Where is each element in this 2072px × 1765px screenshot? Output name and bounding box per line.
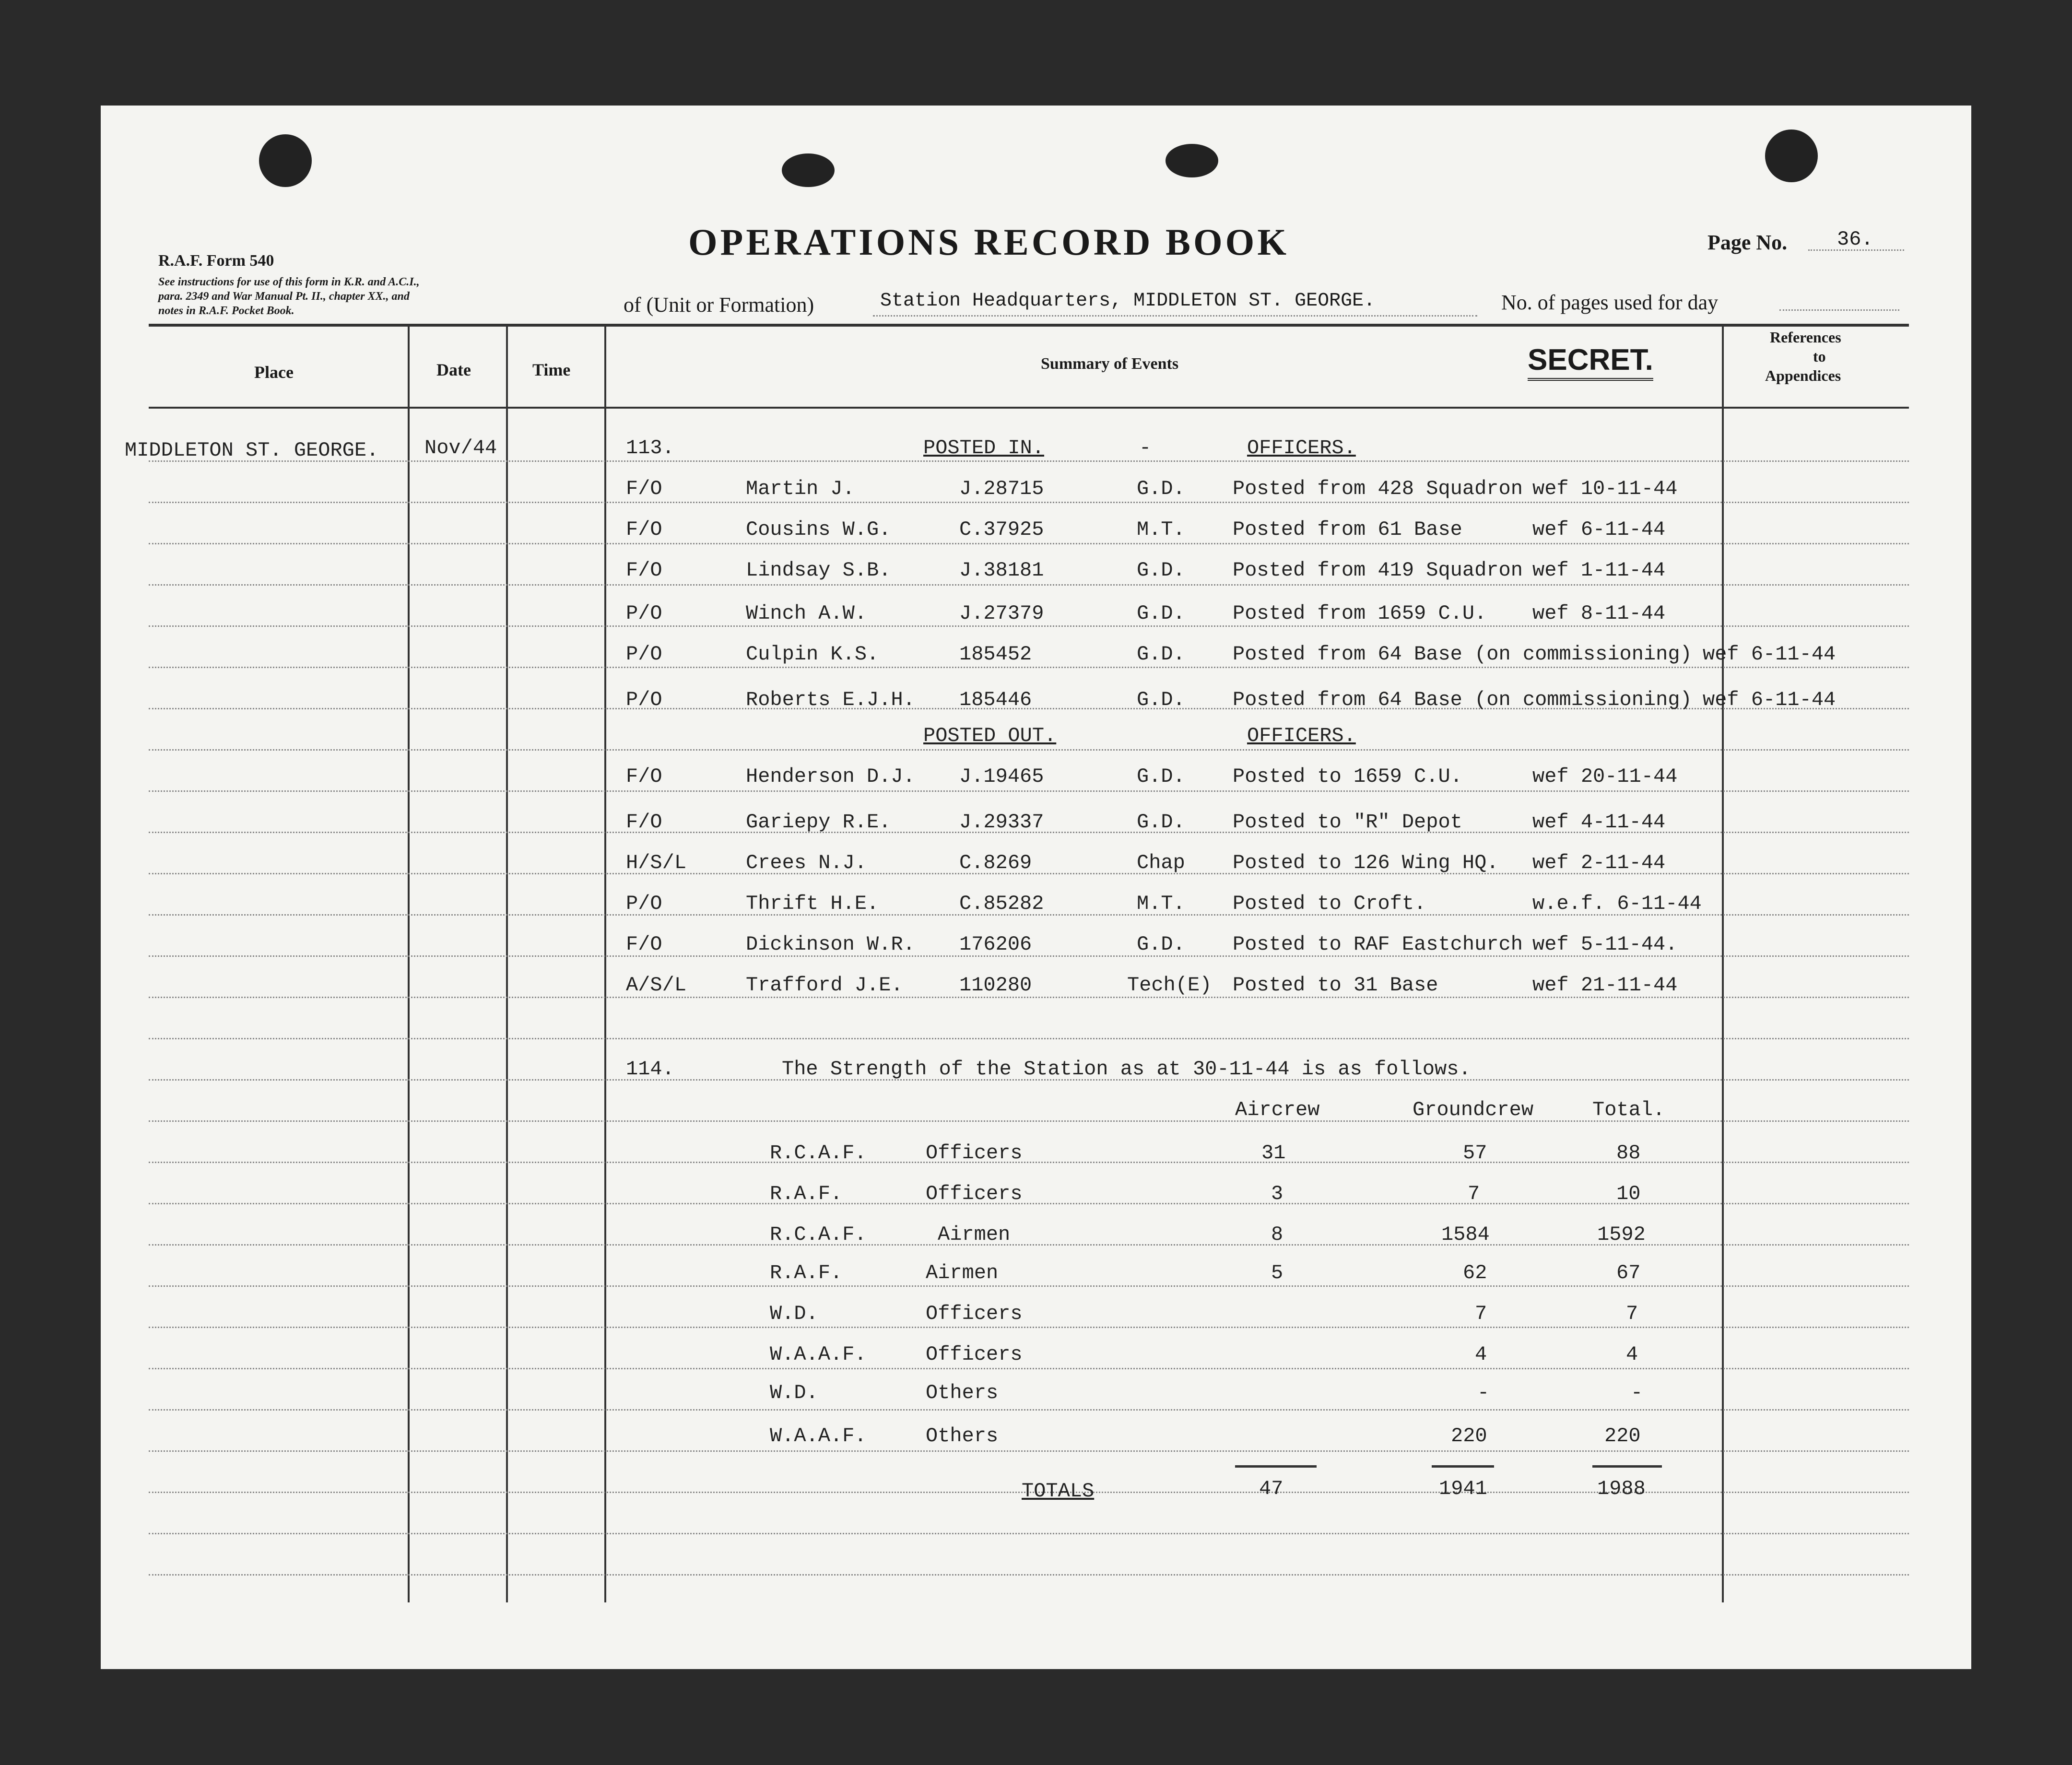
officer-name: Thrift H.E. xyxy=(746,892,879,915)
ruled-line xyxy=(149,790,1909,792)
groundcrew-count: 4 xyxy=(1475,1343,1487,1366)
service-number: J.28715 xyxy=(959,477,1044,500)
posting-detail: Posted to 31 Base xyxy=(1233,974,1438,997)
wef-date: wef 20-11-44 xyxy=(1532,765,1678,788)
form-number: R.A.F. Form 540 xyxy=(158,252,274,270)
rank: F/O xyxy=(626,559,662,582)
col-time: Time xyxy=(532,360,571,379)
ruled-line xyxy=(149,667,1909,668)
col-references-2: to xyxy=(1813,348,1826,365)
pages-used-label: No. of pages used for day xyxy=(1501,291,1719,314)
total-rule-aircrew xyxy=(1235,1465,1317,1468)
service: W.A.A.F. xyxy=(770,1343,867,1366)
branch: Chap xyxy=(1137,851,1185,874)
record-sheet xyxy=(101,106,1971,1669)
header-groundcrew: Groundcrew xyxy=(1413,1098,1534,1121)
instructions-line-2: para. 2349 and War Manual Pt. II., chapter XX., and xyxy=(158,290,410,303)
column-header-rule xyxy=(149,407,1909,409)
rank: F/O xyxy=(626,933,662,956)
category: Airmen xyxy=(926,1261,999,1284)
total-count: 1592 xyxy=(1597,1223,1646,1246)
groundcrew-count: 57 xyxy=(1463,1141,1487,1165)
branch: G.D. xyxy=(1137,559,1185,582)
service-number: 185446 xyxy=(959,688,1032,711)
posted-out-heading: POSTED OUT. xyxy=(923,724,1057,747)
header-rule xyxy=(149,324,1909,327)
date-value: Nov/44 xyxy=(424,436,497,459)
ruled-line xyxy=(149,1327,1909,1328)
header-aircrew: Aircrew xyxy=(1235,1098,1320,1121)
ruled-line xyxy=(149,502,1909,503)
rank: P/O xyxy=(626,688,662,711)
service-number: C.85282 xyxy=(959,892,1044,915)
posted-in-dash: - xyxy=(1139,436,1152,459)
unit-label: of (Unit or Formation) xyxy=(624,293,814,317)
totals-label: TOTALS xyxy=(1022,1480,1095,1503)
officer-name: Henderson D.J. xyxy=(746,765,915,788)
wef-date: wef 5-11-44. xyxy=(1532,933,1678,956)
ruled-line xyxy=(149,1162,1909,1163)
service: R.C.A.F. xyxy=(770,1141,867,1165)
officer-name: Lindsay S.B. xyxy=(746,559,891,582)
wef-date: w.e.f. 6-11-44 xyxy=(1532,892,1702,915)
wef-date: wef 1-11-44 xyxy=(1532,559,1666,582)
posting-detail: Posted from 419 Squadron xyxy=(1233,559,1523,582)
wef-date: wef 6-11-44 xyxy=(1703,643,1836,666)
category: Officers xyxy=(926,1141,1023,1165)
wef-date: wef 10-11-44 xyxy=(1532,477,1678,500)
total-count: - xyxy=(1631,1381,1643,1404)
rank: A/S/L xyxy=(626,974,687,997)
officer-name: Dickinson W.R. xyxy=(746,933,915,956)
ruled-line xyxy=(149,1450,1909,1452)
branch: G.D. xyxy=(1137,933,1185,956)
vline-time xyxy=(604,327,606,1602)
section-114-number: 114. xyxy=(626,1058,674,1081)
category: Airmen xyxy=(938,1223,1011,1246)
branch: M.T. xyxy=(1137,518,1185,541)
rank: F/O xyxy=(626,811,662,834)
posting-detail: Posted from 64 Base (on commissioning) xyxy=(1233,643,1692,666)
posting-detail: Posted from 428 Squadron xyxy=(1233,477,1523,500)
officer-name: Cousins W.G. xyxy=(746,518,891,541)
category: Officers xyxy=(926,1302,1023,1325)
rank: F/O xyxy=(626,518,662,541)
punch-hole-right xyxy=(1765,129,1818,182)
service-number: 110280 xyxy=(959,974,1032,997)
groundcrew-count: 62 xyxy=(1463,1261,1487,1284)
officer-name: Winch A.W. xyxy=(746,602,867,625)
ruled-line xyxy=(149,1038,1909,1039)
branch: G.D. xyxy=(1137,688,1185,711)
service: R.A.F. xyxy=(770,1261,843,1284)
totals-aircrew: 47 xyxy=(1259,1477,1283,1500)
officers-out-heading: OFFICERS. xyxy=(1247,724,1356,747)
aircrew-count: 5 xyxy=(1271,1261,1283,1284)
ruled-line xyxy=(149,1574,1909,1576)
officer-name: Crees N.J. xyxy=(746,851,867,874)
category: Others xyxy=(926,1381,999,1404)
instructions-line-3: notes in R.A.F. Pocket Book. xyxy=(158,305,294,317)
rank: H/S/L xyxy=(626,851,687,874)
posting-detail: Posted to 126 Wing HQ. xyxy=(1233,851,1499,874)
branch: G.D. xyxy=(1137,643,1185,666)
unit-value: Station Headquarters, MIDDLETON ST. GEORGE. xyxy=(880,290,1376,312)
officer-name: Culpin K.S. xyxy=(746,643,879,666)
service-number: 185452 xyxy=(959,643,1032,666)
total-count: 4 xyxy=(1626,1343,1638,1366)
rank: P/O xyxy=(626,892,662,915)
ruled-line xyxy=(149,625,1909,627)
total-count: 220 xyxy=(1604,1424,1641,1447)
service-number: 176206 xyxy=(959,933,1032,956)
groundcrew-count: 7 xyxy=(1468,1182,1480,1205)
unit-dotline xyxy=(873,315,1477,317)
posting-detail: Posted to Croft. xyxy=(1233,892,1426,915)
total-rule-groundcrew xyxy=(1432,1465,1494,1468)
ruled-line xyxy=(149,1203,1909,1204)
totals-total: 1988 xyxy=(1597,1477,1646,1500)
groundcrew-count: 220 xyxy=(1451,1424,1487,1447)
ruled-line xyxy=(149,1409,1909,1411)
posted-in-heading: POSTED IN. xyxy=(923,436,1045,459)
posting-detail: Posted from 61 Base xyxy=(1233,518,1462,541)
officer-name: Gariepy R.E. xyxy=(746,811,891,834)
page-title: OPERATIONS RECORD BOOK xyxy=(688,221,1290,263)
service-number: J.38181 xyxy=(959,559,1044,582)
page-no-value: 36. xyxy=(1837,228,1873,251)
branch: G.D. xyxy=(1137,765,1185,788)
header-total: Total. xyxy=(1592,1098,1665,1121)
service-number: J.19465 xyxy=(959,765,1044,788)
total-count: 10 xyxy=(1616,1182,1641,1205)
vline-date xyxy=(506,327,508,1602)
col-references-3: Appendices xyxy=(1765,367,1841,384)
wef-date: wef 4-11-44 xyxy=(1532,811,1666,834)
col-date: Date xyxy=(436,360,471,379)
wef-date: wef 6-11-44 xyxy=(1703,688,1836,711)
place-value: MIDDLETON ST. GEORGE. xyxy=(125,439,379,462)
pages-used-dotline xyxy=(1779,309,1899,311)
ruled-line xyxy=(149,997,1909,998)
section-113-number: 113. xyxy=(626,436,674,459)
branch: G.D. xyxy=(1137,811,1185,834)
officer-name: Trafford J.E. xyxy=(746,974,903,997)
wef-date: wef 2-11-44 xyxy=(1532,851,1666,874)
punch-hole-mid-right xyxy=(1166,144,1218,177)
rank: P/O xyxy=(626,602,662,625)
col-summary: Summary of Events xyxy=(1041,355,1179,373)
rank: F/O xyxy=(626,477,662,500)
service-number: J.27379 xyxy=(959,602,1044,625)
branch: G.D. xyxy=(1137,602,1185,625)
rank: F/O xyxy=(626,765,662,788)
category: Others xyxy=(926,1424,999,1447)
totals-groundcrew: 1941 xyxy=(1439,1477,1487,1500)
officer-name: Roberts E.J.H. xyxy=(746,688,915,711)
ruled-line xyxy=(149,1285,1909,1287)
total-rule-total xyxy=(1592,1465,1662,1468)
wef-date: wef 6-11-44 xyxy=(1532,518,1666,541)
ruled-line xyxy=(149,584,1909,586)
service: R.A.F. xyxy=(770,1182,843,1205)
groundcrew-count: - xyxy=(1477,1381,1490,1404)
officers-in-heading: OFFICERS. xyxy=(1247,436,1356,459)
col-references-1: References xyxy=(1770,329,1841,346)
instructions-line-1: See instructions for use of this form in K.R. and A.C.I., xyxy=(158,276,420,288)
vline-place xyxy=(408,327,410,1602)
groundcrew-count: 7 xyxy=(1475,1302,1487,1325)
punch-hole-mid-left xyxy=(782,153,835,187)
rank: P/O xyxy=(626,643,662,666)
branch: M.T. xyxy=(1137,892,1185,915)
wef-date: wef 21-11-44 xyxy=(1532,974,1678,997)
service-number: C.37925 xyxy=(959,518,1044,541)
branch: G.D. xyxy=(1137,477,1185,500)
service: R.C.A.F. xyxy=(770,1223,867,1246)
aircrew-count: 31 xyxy=(1261,1141,1286,1165)
service: W.A.A.F. xyxy=(770,1424,867,1447)
strength-statement: The Strength of the Station as at 30-11-44 is as follows. xyxy=(782,1058,1471,1081)
service-number: C.8269 xyxy=(959,851,1032,874)
total-count: 7 xyxy=(1626,1302,1638,1325)
service: W.D. xyxy=(770,1381,818,1404)
total-count: 67 xyxy=(1616,1261,1641,1284)
category: Officers xyxy=(926,1343,1023,1366)
posting-detail: Posted to "R" Depot xyxy=(1233,811,1462,834)
ruled-line xyxy=(149,543,1909,544)
posting-detail: Posted from 64 Base (on commissioning) xyxy=(1233,688,1692,711)
groundcrew-count: 1584 xyxy=(1441,1223,1490,1246)
page-no-dotline xyxy=(1808,249,1904,251)
aircrew-count: 8 xyxy=(1271,1223,1283,1246)
posting-detail: Posted to RAF Eastchurch xyxy=(1233,933,1523,956)
posting-detail: Posted from 1659 C.U. xyxy=(1233,602,1487,625)
service-number: J.29337 xyxy=(959,811,1044,834)
page-no-label: Page No. xyxy=(1707,231,1788,254)
aircrew-count: 3 xyxy=(1271,1182,1283,1205)
secret-stamp: SECRET. xyxy=(1528,343,1653,381)
ruled-line xyxy=(149,460,1909,462)
ruled-line xyxy=(149,1368,1909,1369)
ruled-line xyxy=(149,1533,1909,1534)
officer-name: Martin J. xyxy=(746,477,855,500)
ruled-line xyxy=(149,749,1909,751)
service: W.D. xyxy=(770,1302,818,1325)
category: Officers xyxy=(926,1182,1023,1205)
col-place: Place xyxy=(254,363,294,382)
posting-detail: Posted to 1659 C.U. xyxy=(1233,765,1462,788)
wef-date: wef 8-11-44 xyxy=(1532,602,1666,625)
total-count: 88 xyxy=(1616,1141,1641,1165)
vline-summary xyxy=(1722,327,1724,1602)
punch-hole-left xyxy=(259,134,312,187)
branch: Tech(E) xyxy=(1127,974,1212,997)
